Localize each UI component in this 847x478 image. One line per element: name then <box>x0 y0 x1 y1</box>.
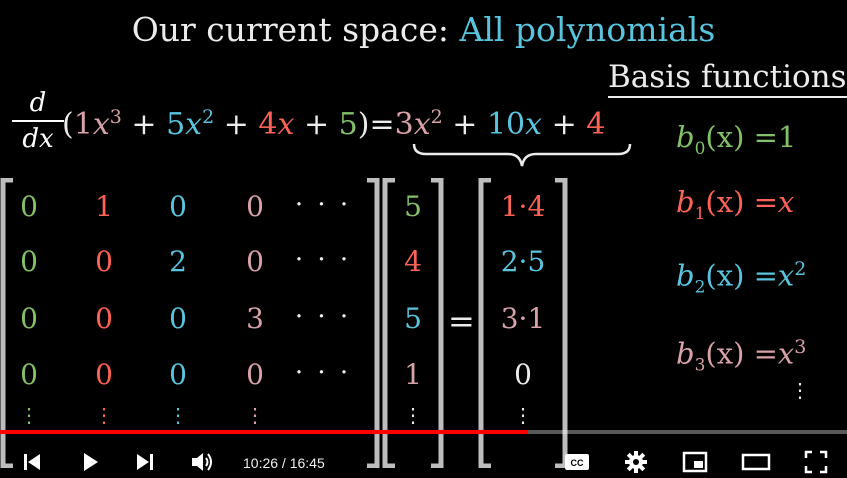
skip-next-button[interactable] <box>129 446 161 478</box>
matrix-vdots: ⋮ <box>168 403 188 427</box>
vector-out-vdots: ⋮ <box>513 403 533 427</box>
plus-3: + <box>303 107 330 142</box>
coef-x2: 5 <box>166 107 186 142</box>
matrix-cell: 2 <box>169 245 187 278</box>
plus-1: + <box>131 107 157 142</box>
matrix-cell: 0 <box>169 190 187 223</box>
matrix-cell: 0 <box>20 190 38 223</box>
time-display: 10:26 / 16:45 <box>243 455 325 471</box>
title-prefix: Our current space: <box>131 10 449 49</box>
basis-b2-eq: = <box>753 258 778 293</box>
matrix-hdots: · · · <box>294 358 352 388</box>
basis-b2-symbol: b <box>676 258 695 293</box>
underbrace <box>412 142 632 170</box>
matrix-hdots: · · · <box>294 245 352 275</box>
matrix-hdots: · · · <box>294 190 352 220</box>
vector-out-left-bracket <box>478 178 494 468</box>
matrix-right-bracket <box>364 178 380 468</box>
basis-b1-symbol: b <box>676 185 695 219</box>
matrix-vdots: ⋮ <box>19 403 39 427</box>
volume-button[interactable] <box>187 446 219 478</box>
vector-in-vdots: ⋮ <box>403 403 423 427</box>
matrix-cell: 0 <box>95 245 113 278</box>
var-x3: x <box>92 107 110 142</box>
matrix-vdots: ⋮ <box>94 403 114 427</box>
result-coef-x2: 3 <box>394 107 414 142</box>
vector-out-cell: 3·1 <box>500 302 546 335</box>
skip-previous-button[interactable] <box>16 446 48 478</box>
vector-in-cell: 4 <box>404 245 422 278</box>
basis-b1 <box>676 185 794 224</box>
matrix-cell: 3 <box>246 302 264 335</box>
var-x2: x <box>185 107 203 142</box>
basis-b3-eq: = <box>753 336 778 371</box>
title-accent: All polynomials <box>459 10 716 49</box>
vector-in-cell: 5 <box>404 302 422 335</box>
theater-mode-button[interactable] <box>740 446 772 478</box>
basis-functions-heading: Basis functions <box>608 60 847 98</box>
var-x1: x <box>277 107 295 142</box>
basis-b2 <box>676 258 806 297</box>
derivative-operator <box>12 88 64 154</box>
matrix-cell: 0 <box>246 190 264 223</box>
vector-out-cell: 0 <box>514 358 532 391</box>
result-plus-1: + <box>452 107 478 142</box>
basis-b3-value: x <box>777 336 795 371</box>
derivative-denominator: dx <box>22 124 54 154</box>
matrix-cell: 0 <box>95 302 113 335</box>
skip-next-icon <box>134 451 156 473</box>
coef-x1: 4 <box>258 107 278 142</box>
result-var-x1: x <box>525 107 543 142</box>
matrix-cell: 0 <box>20 358 38 391</box>
fullscreen-icon <box>804 450 828 474</box>
basis-b2-value: x <box>777 258 795 293</box>
vector-out-cell: 2·5 <box>500 245 546 278</box>
basis-b0-value: 1 <box>777 120 797 154</box>
play-button[interactable] <box>74 446 106 478</box>
matrix-cell: 1 <box>95 190 113 223</box>
result-plus-2: + <box>551 107 577 142</box>
settings-button[interactable] <box>620 446 652 478</box>
coef-x3: 1 <box>73 107 93 142</box>
svg-text:CC: CC <box>570 458 584 468</box>
basis-b0 <box>676 120 796 159</box>
basis-b2-index: 2 <box>694 277 706 298</box>
captions-button[interactable] <box>561 446 593 478</box>
matrix-cell: 0 <box>169 358 187 391</box>
basis-b0-index: 0 <box>694 138 706 159</box>
basis-b1-index: 1 <box>694 203 706 224</box>
basis-b0-symbol: b <box>676 120 695 154</box>
basis-b1-eq: = <box>753 185 778 219</box>
theater-icon <box>741 452 771 472</box>
miniplayer-button[interactable] <box>679 446 711 478</box>
player-controls <box>0 426 847 478</box>
volume-icon <box>190 450 216 474</box>
left-paren: ( <box>62 107 74 142</box>
power-3: 3 <box>109 106 122 128</box>
matrix-cell: 0 <box>20 245 38 278</box>
basis-b3-arg: (x) <box>705 336 745 371</box>
plus-2: + <box>223 107 249 142</box>
power-2: 2 <box>202 106 215 128</box>
basis-b2-power: 2 <box>794 258 807 280</box>
basis-b0-eq: = <box>753 120 778 154</box>
basis-b3 <box>676 336 806 375</box>
captions-icon <box>564 452 590 472</box>
basis-b1-value: x <box>777 185 795 219</box>
basis-vdots: ⋮ <box>790 378 810 402</box>
derivative-numerator: d <box>12 88 64 122</box>
equals-sign: = <box>448 302 475 340</box>
miniplayer-icon <box>682 451 708 473</box>
right-paren-equals: )= <box>357 107 395 142</box>
vector-in-cell: 5 <box>404 190 422 223</box>
result-const: 4 <box>586 107 606 142</box>
coef-const: 5 <box>338 107 358 142</box>
matrix-cell: 0 <box>246 358 264 391</box>
vector-out-cell: 1·4 <box>500 190 546 223</box>
basis-b0-arg: (x) <box>705 120 745 154</box>
basis-b2-arg: (x) <box>705 258 745 293</box>
result-power-2: 2 <box>430 106 443 128</box>
result-var-x2: x <box>413 107 431 142</box>
matrix-cell: 0 <box>246 245 264 278</box>
fullscreen-button[interactable] <box>800 446 832 478</box>
basis-b3-power: 3 <box>794 336 807 358</box>
polynomial-expression <box>62 106 605 142</box>
settings-icon <box>624 450 648 474</box>
vector-in-cell: 1 <box>404 358 422 391</box>
basis-b1-arg: (x) <box>705 185 745 219</box>
matrix-hdots: · · · <box>294 302 352 332</box>
result-coef-x1: 10 <box>486 107 526 142</box>
matrix-cell: 0 <box>95 358 113 391</box>
vector-out-right-bracket <box>552 178 568 468</box>
matrix-cell: 0 <box>20 302 38 335</box>
skip-previous-icon <box>21 451 43 473</box>
matrix-vdots: ⋮ <box>245 403 265 427</box>
page-title <box>0 10 847 49</box>
play-icon <box>79 451 101 473</box>
matrix-cell: 0 <box>169 302 187 335</box>
basis-b3-index: 3 <box>694 355 706 376</box>
basis-b3-symbol: b <box>676 336 695 371</box>
